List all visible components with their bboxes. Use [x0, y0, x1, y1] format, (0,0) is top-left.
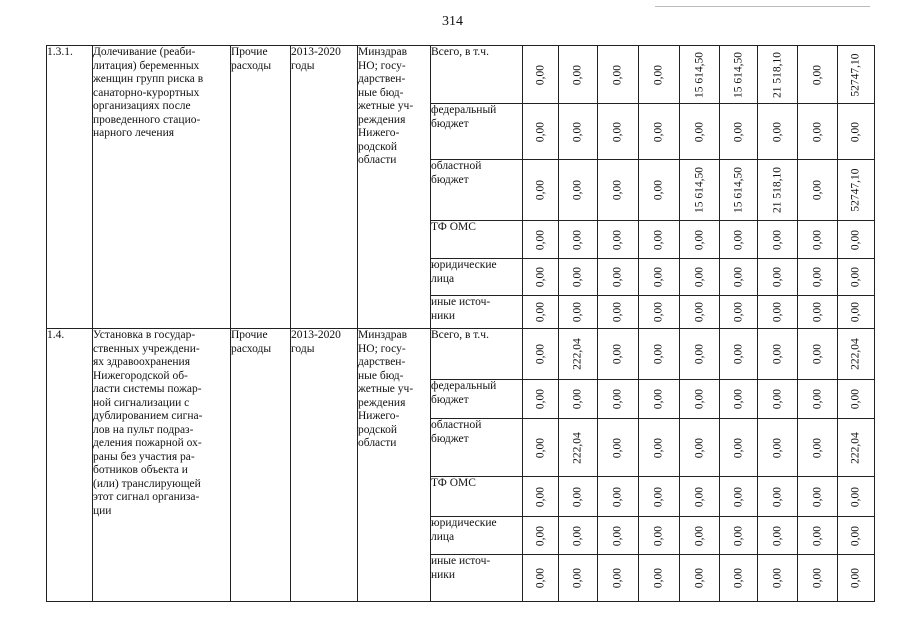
value-text: 0,00	[731, 301, 744, 323]
value-text: 0,00	[810, 64, 823, 85]
funding-source: Всего, в т.ч.	[431, 46, 523, 104]
value-cell	[758, 517, 798, 555]
value-cell	[720, 221, 758, 259]
value-text: 0,00	[810, 567, 823, 589]
value-text: 0,00	[810, 179, 823, 201]
page-number: 314	[442, 14, 463, 29]
value-cell	[639, 517, 680, 555]
value-text: 222,04	[571, 338, 584, 370]
value-cell	[798, 46, 838, 104]
funding-source: областной бюджет	[431, 160, 523, 221]
value-cell	[758, 160, 798, 221]
value-cell	[838, 259, 875, 296]
value-text: 0,00	[652, 121, 665, 142]
value-cell	[639, 160, 680, 221]
value-cell	[838, 104, 875, 160]
value-cell	[559, 329, 598, 380]
value-cell	[758, 221, 798, 259]
value-cell	[758, 419, 798, 477]
value-cell	[598, 380, 639, 419]
value-text: 0,00	[533, 229, 546, 250]
value-text: 0,00	[810, 266, 823, 288]
value-text: 222,04	[571, 431, 584, 464]
value-cell	[559, 46, 598, 104]
value-text: 0,00	[692, 229, 705, 250]
value-text: 0,00	[692, 301, 705, 323]
value-cell	[559, 380, 598, 419]
value-cell	[680, 296, 720, 329]
value-cell	[523, 517, 559, 555]
value-cell	[758, 555, 798, 602]
value-text: 0,00	[652, 486, 665, 507]
value-cell	[598, 517, 639, 555]
value-cell	[720, 46, 758, 104]
value-cell	[523, 160, 559, 221]
value-cell	[720, 259, 758, 296]
value-cell	[720, 104, 758, 160]
funding-source: ТФ ОМС	[431, 221, 523, 259]
value-cell	[559, 555, 598, 602]
value-cell	[523, 380, 559, 419]
value-text: 0,00	[533, 343, 546, 365]
value-cell	[559, 517, 598, 555]
value-cell	[559, 419, 598, 477]
value-text: 0,00	[692, 388, 705, 410]
value-cell	[798, 296, 838, 329]
value-cell	[798, 160, 838, 221]
funding-source: Всего, в т.ч.	[431, 329, 523, 380]
value-cell	[523, 555, 559, 602]
value-cell	[720, 477, 758, 517]
value-cell	[838, 160, 875, 221]
value-text: 0,00	[770, 437, 783, 458]
value-text: 0,00	[692, 567, 705, 589]
value-text: 0,00	[692, 437, 705, 458]
value-text: 0,00	[652, 179, 665, 201]
value-text: 0,00	[692, 343, 705, 365]
value-cell	[639, 296, 680, 329]
value-cell	[523, 259, 559, 296]
value-text: 0,00	[533, 567, 546, 589]
value-cell	[639, 259, 680, 296]
value-cell	[758, 380, 798, 419]
budget-table	[46, 45, 875, 602]
row-expense-type: Прочие расходы	[231, 46, 291, 329]
value-cell	[798, 380, 838, 419]
value-cell	[523, 296, 559, 329]
value-text: 0,00	[731, 343, 744, 365]
value-text: 0,00	[731, 486, 744, 507]
value-text: 0,00	[770, 266, 783, 288]
value-text: 0,00	[849, 567, 862, 589]
value-cell	[758, 477, 798, 517]
value-cell	[758, 104, 798, 160]
value-text: 0,00	[571, 388, 584, 410]
value-text: 0,00	[731, 229, 744, 250]
value-cell	[639, 555, 680, 602]
value-cell	[798, 221, 838, 259]
value-cell	[680, 259, 720, 296]
value-cell	[598, 160, 639, 221]
row-years: 2013-2020 годы	[291, 46, 358, 329]
value-text: 0,00	[770, 486, 783, 507]
value-text: 0,00	[571, 64, 584, 85]
value-text: 222,04	[849, 431, 862, 464]
value-text: 0,00	[611, 301, 624, 323]
row-code: 1.4.	[47, 329, 93, 602]
value-cell	[720, 296, 758, 329]
value-cell	[680, 419, 720, 477]
value-text: 0,00	[652, 64, 665, 85]
value-text: 21 518,10	[770, 51, 783, 98]
value-cell	[523, 329, 559, 380]
funding-source: областной бюджет	[431, 419, 523, 477]
value-text: 0,00	[652, 525, 665, 546]
value-cell	[758, 329, 798, 380]
value-cell	[838, 329, 875, 380]
value-text: 0,00	[849, 525, 862, 546]
value-cell	[798, 259, 838, 296]
value-cell	[598, 419, 639, 477]
value-cell	[838, 380, 875, 419]
value-text: 0,00	[770, 301, 783, 323]
value-text: 0,00	[611, 266, 624, 288]
value-text: 0,00	[533, 121, 546, 142]
value-text: 0,00	[810, 121, 823, 142]
value-text: 0,00	[533, 64, 546, 85]
value-text: 0,00	[611, 229, 624, 250]
value-text: 0,00	[611, 486, 624, 507]
value-cell	[680, 517, 720, 555]
value-text: 0,00	[571, 525, 584, 546]
value-text: 0,00	[810, 301, 823, 323]
value-text: 15 614,50	[692, 167, 705, 213]
value-text: 0,00	[611, 525, 624, 546]
value-text: 0,00	[849, 229, 862, 250]
value-text: 0,00	[770, 121, 783, 142]
value-cell	[720, 419, 758, 477]
value-cell	[838, 296, 875, 329]
value-text: 0,00	[533, 266, 546, 288]
value-text: 0,00	[571, 179, 584, 201]
value-text: 0,00	[849, 388, 862, 410]
value-text: 0,00	[611, 437, 624, 458]
value-text: 15 614,50	[731, 167, 744, 213]
value-text: 0,00	[770, 525, 783, 546]
value-text: 0,00	[611, 388, 624, 410]
value-cell	[720, 160, 758, 221]
value-cell	[720, 380, 758, 419]
value-text: 0,00	[810, 437, 823, 458]
value-text: 0,00	[652, 301, 665, 323]
value-cell	[523, 419, 559, 477]
value-cell	[798, 477, 838, 517]
value-text: 0,00	[571, 121, 584, 142]
value-cell	[720, 555, 758, 602]
value-cell	[838, 46, 875, 104]
value-text: 0,00	[652, 388, 665, 410]
funding-source: федеральный бюджет	[431, 380, 523, 419]
value-cell	[798, 329, 838, 380]
value-cell	[758, 46, 798, 104]
value-cell	[639, 477, 680, 517]
value-text: 0,00	[810, 229, 823, 250]
table-row	[47, 46, 875, 104]
value-cell	[598, 46, 639, 104]
value-text: 15 614,50	[731, 51, 744, 98]
value-text: 0,00	[731, 121, 744, 142]
value-text: 0,00	[533, 486, 546, 507]
value-cell	[680, 160, 720, 221]
value-cell	[598, 259, 639, 296]
row-description: Долечивание (реаби- литация) беременных женщин групп риска в санаторно-курортных организациях после проведенного стацио- нарного лечения	[93, 46, 231, 329]
value-text: 0,00	[533, 179, 546, 201]
value-text: 0,00	[571, 567, 584, 589]
value-text: 0,00	[652, 437, 665, 458]
value-cell	[838, 477, 875, 517]
value-cell	[559, 259, 598, 296]
value-cell	[639, 329, 680, 380]
value-cell	[680, 221, 720, 259]
value-cell	[639, 380, 680, 419]
value-text: 0,00	[849, 486, 862, 507]
value-cell	[559, 221, 598, 259]
value-cell	[639, 419, 680, 477]
value-text: 0,00	[692, 266, 705, 288]
value-cell	[838, 419, 875, 477]
value-cell	[838, 517, 875, 555]
value-text: 222,04	[849, 338, 862, 370]
value-text: 0,00	[652, 229, 665, 250]
value-cell	[680, 104, 720, 160]
value-cell	[758, 259, 798, 296]
row-executor: Минздрав НО; госу- дарствен- ные бюд- жетные уч- реждения Нижего- родской области	[358, 329, 431, 602]
value-text: 0,00	[810, 343, 823, 365]
funding-source: юридические лица	[431, 517, 523, 555]
value-text: 0,00	[770, 388, 783, 410]
value-cell	[838, 221, 875, 259]
value-text: 0,00	[731, 437, 744, 458]
value-text: 0,00	[731, 525, 744, 546]
value-text: 0,00	[770, 343, 783, 365]
value-cell	[798, 104, 838, 160]
value-text: 0,00	[731, 388, 744, 410]
value-text: 0,00	[611, 567, 624, 589]
value-text: 0,00	[731, 567, 744, 589]
value-cell	[680, 329, 720, 380]
value-text: 0,00	[770, 567, 783, 589]
value-text: 0,00	[692, 121, 705, 142]
funding-source: федеральный бюджет	[431, 104, 523, 160]
value-text: 0,00	[810, 388, 823, 410]
value-cell	[720, 517, 758, 555]
value-cell	[598, 296, 639, 329]
value-cell	[598, 221, 639, 259]
value-text: 52747,10	[849, 168, 862, 212]
value-cell	[798, 419, 838, 477]
value-cell	[523, 104, 559, 160]
value-text: 0,00	[571, 229, 584, 250]
value-text: 0,00	[810, 486, 823, 507]
value-cell	[798, 555, 838, 602]
table-row	[47, 329, 875, 380]
value-cell	[758, 296, 798, 329]
value-cell	[598, 329, 639, 380]
value-text: 0,00	[849, 266, 862, 288]
value-text: 0,00	[533, 301, 546, 323]
value-text: 0,00	[611, 121, 624, 142]
row-expense-type: Прочие расходы	[231, 329, 291, 602]
row-years: 2013-2020 годы	[291, 329, 358, 602]
value-cell	[639, 104, 680, 160]
funding-source: ТФ ОМС	[431, 477, 523, 517]
value-text: 0,00	[849, 301, 862, 323]
value-cell	[523, 477, 559, 517]
value-cell	[523, 46, 559, 104]
value-cell	[639, 46, 680, 104]
value-text: 15 614,50	[692, 51, 705, 98]
value-cell	[598, 477, 639, 517]
value-cell	[838, 555, 875, 602]
value-text: 0,00	[731, 266, 744, 288]
value-cell	[559, 296, 598, 329]
value-text: 0,00	[770, 229, 783, 250]
row-code: 1.3.1.	[47, 46, 93, 329]
value-cell	[798, 517, 838, 555]
scan-line-top	[655, 6, 870, 7]
value-cell	[598, 104, 639, 160]
value-text: 0,00	[533, 525, 546, 546]
value-text: 0,00	[652, 266, 665, 288]
funding-source: иные источ- ники	[431, 555, 523, 602]
value-cell	[680, 46, 720, 104]
value-text: 0,00	[692, 525, 705, 546]
value-cell	[680, 380, 720, 419]
value-text: 0,00	[571, 301, 584, 323]
value-text: 0,00	[692, 486, 705, 507]
value-text: 0,00	[810, 525, 823, 546]
value-text: 0,00	[533, 388, 546, 410]
value-cell	[680, 477, 720, 517]
value-text: 0,00	[611, 179, 624, 201]
value-text: 21 518,10	[770, 167, 783, 213]
value-cell	[639, 221, 680, 259]
value-text: 0,00	[652, 567, 665, 589]
value-cell	[720, 329, 758, 380]
row-executor: Минздрав НО; госу- дарствен- ные бюд- жетные уч- реждения Нижего- родской области	[358, 46, 431, 329]
funding-source: иные источ- ники	[431, 296, 523, 329]
value-text: 0,00	[611, 64, 624, 85]
value-cell	[523, 221, 559, 259]
value-text: 0,00	[571, 486, 584, 507]
value-cell	[559, 477, 598, 517]
value-text: 0,00	[571, 266, 584, 288]
row-description: Установка в государ- ственных учреждени- ях здравоохранения Нижегородской об- ласти системы пожар- ной сигнализации с дублированием сигна- лов на пульт подраз- деления пожарной ох- раны без участия ра- ботников объекта и (или) транслирующей этот сигнал организа- ции	[93, 329, 231, 602]
funding-source: юридические лица	[431, 259, 523, 296]
value-text: 0,00	[849, 121, 862, 142]
value-cell	[598, 555, 639, 602]
value-cell	[559, 104, 598, 160]
value-text: 0,00	[652, 343, 665, 365]
value-text: 0,00	[611, 343, 624, 365]
value-text: 52747,10	[849, 52, 862, 97]
value-text: 0,00	[533, 437, 546, 458]
value-cell	[559, 160, 598, 221]
value-cell	[680, 555, 720, 602]
